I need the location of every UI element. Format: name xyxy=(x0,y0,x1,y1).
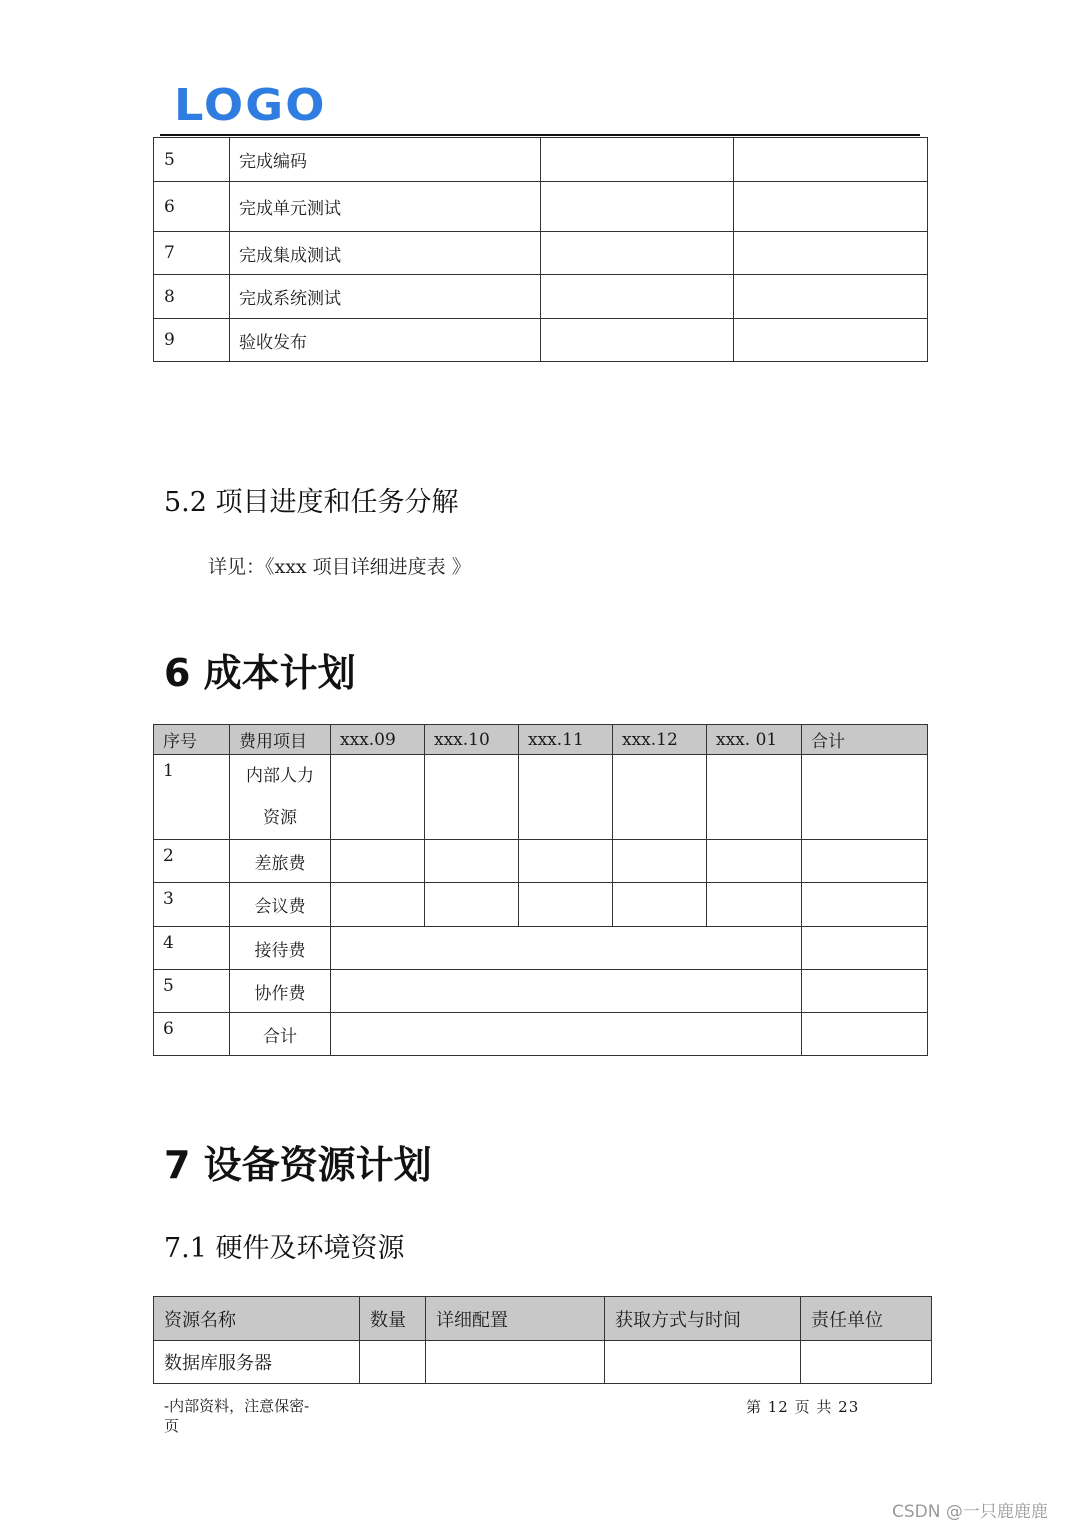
task-cell xyxy=(734,182,928,232)
cost-merged-cell xyxy=(331,927,802,970)
cost-item: 合计 xyxy=(230,1013,331,1056)
cost-total-cell xyxy=(802,840,928,883)
col-header-quantity: 数量 xyxy=(360,1297,426,1341)
task-cell xyxy=(734,232,928,275)
col-header-month: xxx.12 xyxy=(613,725,707,755)
cost-item: 协作费 xyxy=(230,970,331,1013)
task-cell xyxy=(541,319,734,362)
cost-cell xyxy=(613,840,707,883)
cost-item-line: 资源 xyxy=(263,808,297,828)
task-cell xyxy=(541,275,734,319)
resource-config xyxy=(426,1341,605,1384)
confidential-text: -内部资料，注意保密- xyxy=(164,1397,310,1415)
cost-cell xyxy=(707,883,802,927)
col-header-month: xxx. 01 xyxy=(707,725,802,755)
equipment-table xyxy=(153,1296,932,1384)
col-header-month: xxx.10 xyxy=(425,725,519,755)
task-cell xyxy=(541,138,734,182)
cost-item: 接待费 xyxy=(230,927,331,970)
cost-cell xyxy=(707,840,802,883)
task-name: 完成系统测试 xyxy=(230,275,541,319)
task-name: 完成编码 xyxy=(230,138,541,182)
cost-cell xyxy=(613,883,707,927)
table-row xyxy=(154,275,928,319)
col-header-acquisition: 获取方式与时间 xyxy=(605,1297,801,1341)
task-num: 5 xyxy=(154,138,230,182)
task-cell xyxy=(734,138,928,182)
cost-item xyxy=(230,755,331,840)
table-row xyxy=(154,319,928,362)
cost-cell xyxy=(425,755,519,840)
equip-header-row xyxy=(154,1297,932,1341)
cost-header-row xyxy=(154,725,928,755)
page-suffix: 页 xyxy=(164,1417,180,1435)
col-header-total: 合计 xyxy=(802,725,928,755)
task-num: 7 xyxy=(154,232,230,275)
cost-cell xyxy=(425,883,519,927)
cost-cell xyxy=(331,840,425,883)
col-header-num: 序号 xyxy=(154,725,230,755)
task-cell xyxy=(541,232,734,275)
cost-cell xyxy=(707,755,802,840)
cost-num: 5 xyxy=(154,970,230,1013)
table-row xyxy=(154,182,928,232)
cost-cell xyxy=(519,755,613,840)
cost-table xyxy=(153,724,928,1056)
table-row xyxy=(154,1341,932,1384)
cost-num: 6 xyxy=(154,1013,230,1056)
cost-cell xyxy=(331,755,425,840)
resource-qty xyxy=(360,1341,426,1384)
cost-total-cell xyxy=(802,970,928,1013)
resource-acquire xyxy=(605,1341,801,1384)
task-cell xyxy=(734,319,928,362)
task-name: 验收发布 xyxy=(230,319,541,362)
task-table xyxy=(153,137,928,362)
cost-total-cell xyxy=(802,1013,928,1056)
cost-cell xyxy=(425,840,519,883)
footer-confidential xyxy=(164,1396,334,1436)
cost-num: 1 xyxy=(154,755,230,840)
cost-merged-cell xyxy=(331,1013,802,1056)
resource-name: 数据库服务器 xyxy=(154,1341,360,1384)
col-header-item: 费用项目 xyxy=(230,725,331,755)
col-header-resource-name: 资源名称 xyxy=(154,1297,360,1341)
table-row xyxy=(154,755,928,840)
table-row xyxy=(154,1013,928,1056)
table-row xyxy=(154,927,928,970)
cost-item: 差旅费 xyxy=(230,840,331,883)
table-row xyxy=(154,232,928,275)
resource-owner xyxy=(801,1341,932,1384)
cost-cell xyxy=(613,755,707,840)
task-num: 8 xyxy=(154,275,230,319)
section-7-1-heading: 7.1 硬件及环境资源 xyxy=(164,1233,405,1264)
csdn-watermark: CSDN @一只鹿鹿鹿 xyxy=(892,1502,1048,1522)
header-rule xyxy=(160,134,920,136)
table-row xyxy=(154,138,928,182)
cost-cell xyxy=(331,883,425,927)
cost-total-cell xyxy=(802,883,928,927)
page-number: 第 12 页 共 23 xyxy=(746,1398,860,1416)
cost-cell xyxy=(519,883,613,927)
cost-total-cell xyxy=(802,755,928,840)
cost-merged-cell xyxy=(331,970,802,1013)
cost-item: 会议费 xyxy=(230,883,331,927)
col-header-config: 详细配置 xyxy=(426,1297,605,1341)
cost-cell xyxy=(519,840,613,883)
table-row xyxy=(154,840,928,883)
col-header-owner: 责任单位 xyxy=(801,1297,932,1341)
cost-num: 3 xyxy=(154,883,230,927)
task-cell xyxy=(734,275,928,319)
task-num: 9 xyxy=(154,319,230,362)
section-7-heading: 7 设备资源计划 xyxy=(164,1143,432,1187)
cost-num: 4 xyxy=(154,927,230,970)
section-6-heading: 6 成本计划 xyxy=(164,651,356,695)
task-name: 完成单元测试 xyxy=(230,182,541,232)
task-name: 完成集成测试 xyxy=(230,232,541,275)
cost-num: 2 xyxy=(154,840,230,883)
cost-item-line: 内部人力 xyxy=(246,766,314,786)
table-row xyxy=(154,883,928,927)
section-5-2-body: 详见：《xxx 项目详细进度表 》 xyxy=(208,556,471,578)
col-header-month: xxx.09 xyxy=(331,725,425,755)
cost-total-cell xyxy=(802,927,928,970)
col-header-month: xxx.11 xyxy=(519,725,613,755)
task-cell xyxy=(541,182,734,232)
table-row xyxy=(154,970,928,1013)
task-num: 6 xyxy=(154,182,230,232)
section-5-2-heading: 5.2 项目进度和任务分解 xyxy=(164,487,459,518)
company-logo: LOGO xyxy=(174,80,327,131)
